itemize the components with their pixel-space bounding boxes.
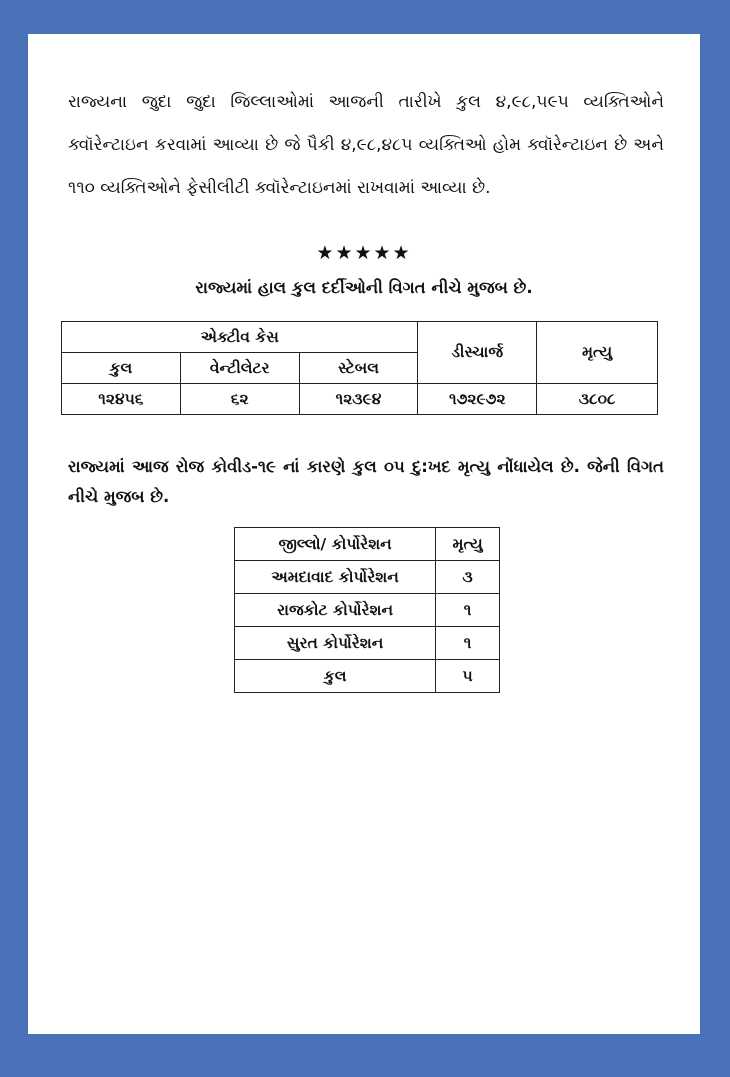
deaths-header-row [235,528,500,561]
stable-value: ૧૨૩૯૪ [299,384,418,415]
total-value: ૧૨૪૫૬ [62,384,181,415]
patients-heading: રાજ્યમાં હાલ કુલ દર્દીઓની વિગત નીચે મુજબ છે. [195,278,533,297]
death-header: મૃત્યુ [537,322,658,384]
total-label: કુલ [235,660,436,693]
total-subheader: કુલ [62,353,181,384]
cases-values-row [62,384,658,415]
document-page [28,34,700,1034]
table-row [235,627,500,660]
district-name: સુરત કોર્પોરેશન [235,627,436,660]
ventilator-value: ૬૨ [180,384,299,415]
deaths-table [234,527,500,693]
deaths-paragraph: રાજ્યમાં આજ રોજ કોવીડ-૧૯ નાં કારણે કુલ ૦૫ દુ:ખદ મૃત્યુ નોંધાયેલ છે. જેની વિગત નીચે મુજબ છે. [68,457,664,506]
district-deaths: ૧ [436,627,500,660]
total-row [235,660,500,693]
cases-header-row [62,322,658,353]
table-row [235,561,500,594]
district-header: જીલ્લો/ કોર્પોરેશન [235,528,436,561]
district-name: અમદાવાદ કોર્પોરેશન [235,561,436,594]
deaths-count-header: મૃત્યુ [436,528,500,561]
stable-subheader: સ્ટેબલ [299,353,418,384]
district-deaths: ૩ [436,561,500,594]
cases-table [61,321,658,415]
ventilator-subheader: વેન્ટીલેટર [180,353,299,384]
discharged-value: ૧૭૨૯૭૨ [418,384,537,415]
deaths-value: ૩૮૦૮ [537,384,658,415]
stars-separator: ★★★★★ [316,242,412,264]
discharge-header: ડીસ્ચાર્જ [418,322,537,384]
total-deaths: ૫ [436,660,500,693]
district-deaths: ૧ [436,594,500,627]
table-row [235,594,500,627]
district-name: રાજકોટ કોર્પોરેશન [235,594,436,627]
quarantine-paragraph: રાજ્યના જુદા જુદા જિલ્લાઓમાં આજની તારીખે કુલ ૪,૯૮,૫૯૫ વ્યક્તિઓને ક્વૉરેન્ટાઇન કરવામાં આવ્યા છે જે પૈકી ૪,૯૮,૪૮૫ વ્યક્તિઓ હોમ ક્વૉરેન્ટાઇન છે અને ૧૧૦ વ્યક્તિઓને ફેસીલીટી ક્વૉરેન્ટાઇનમાં રાખવામાં આવ્યા છે. [68,92,664,198]
active-cases-header: એક્ટીવ કેસ [62,322,418,353]
